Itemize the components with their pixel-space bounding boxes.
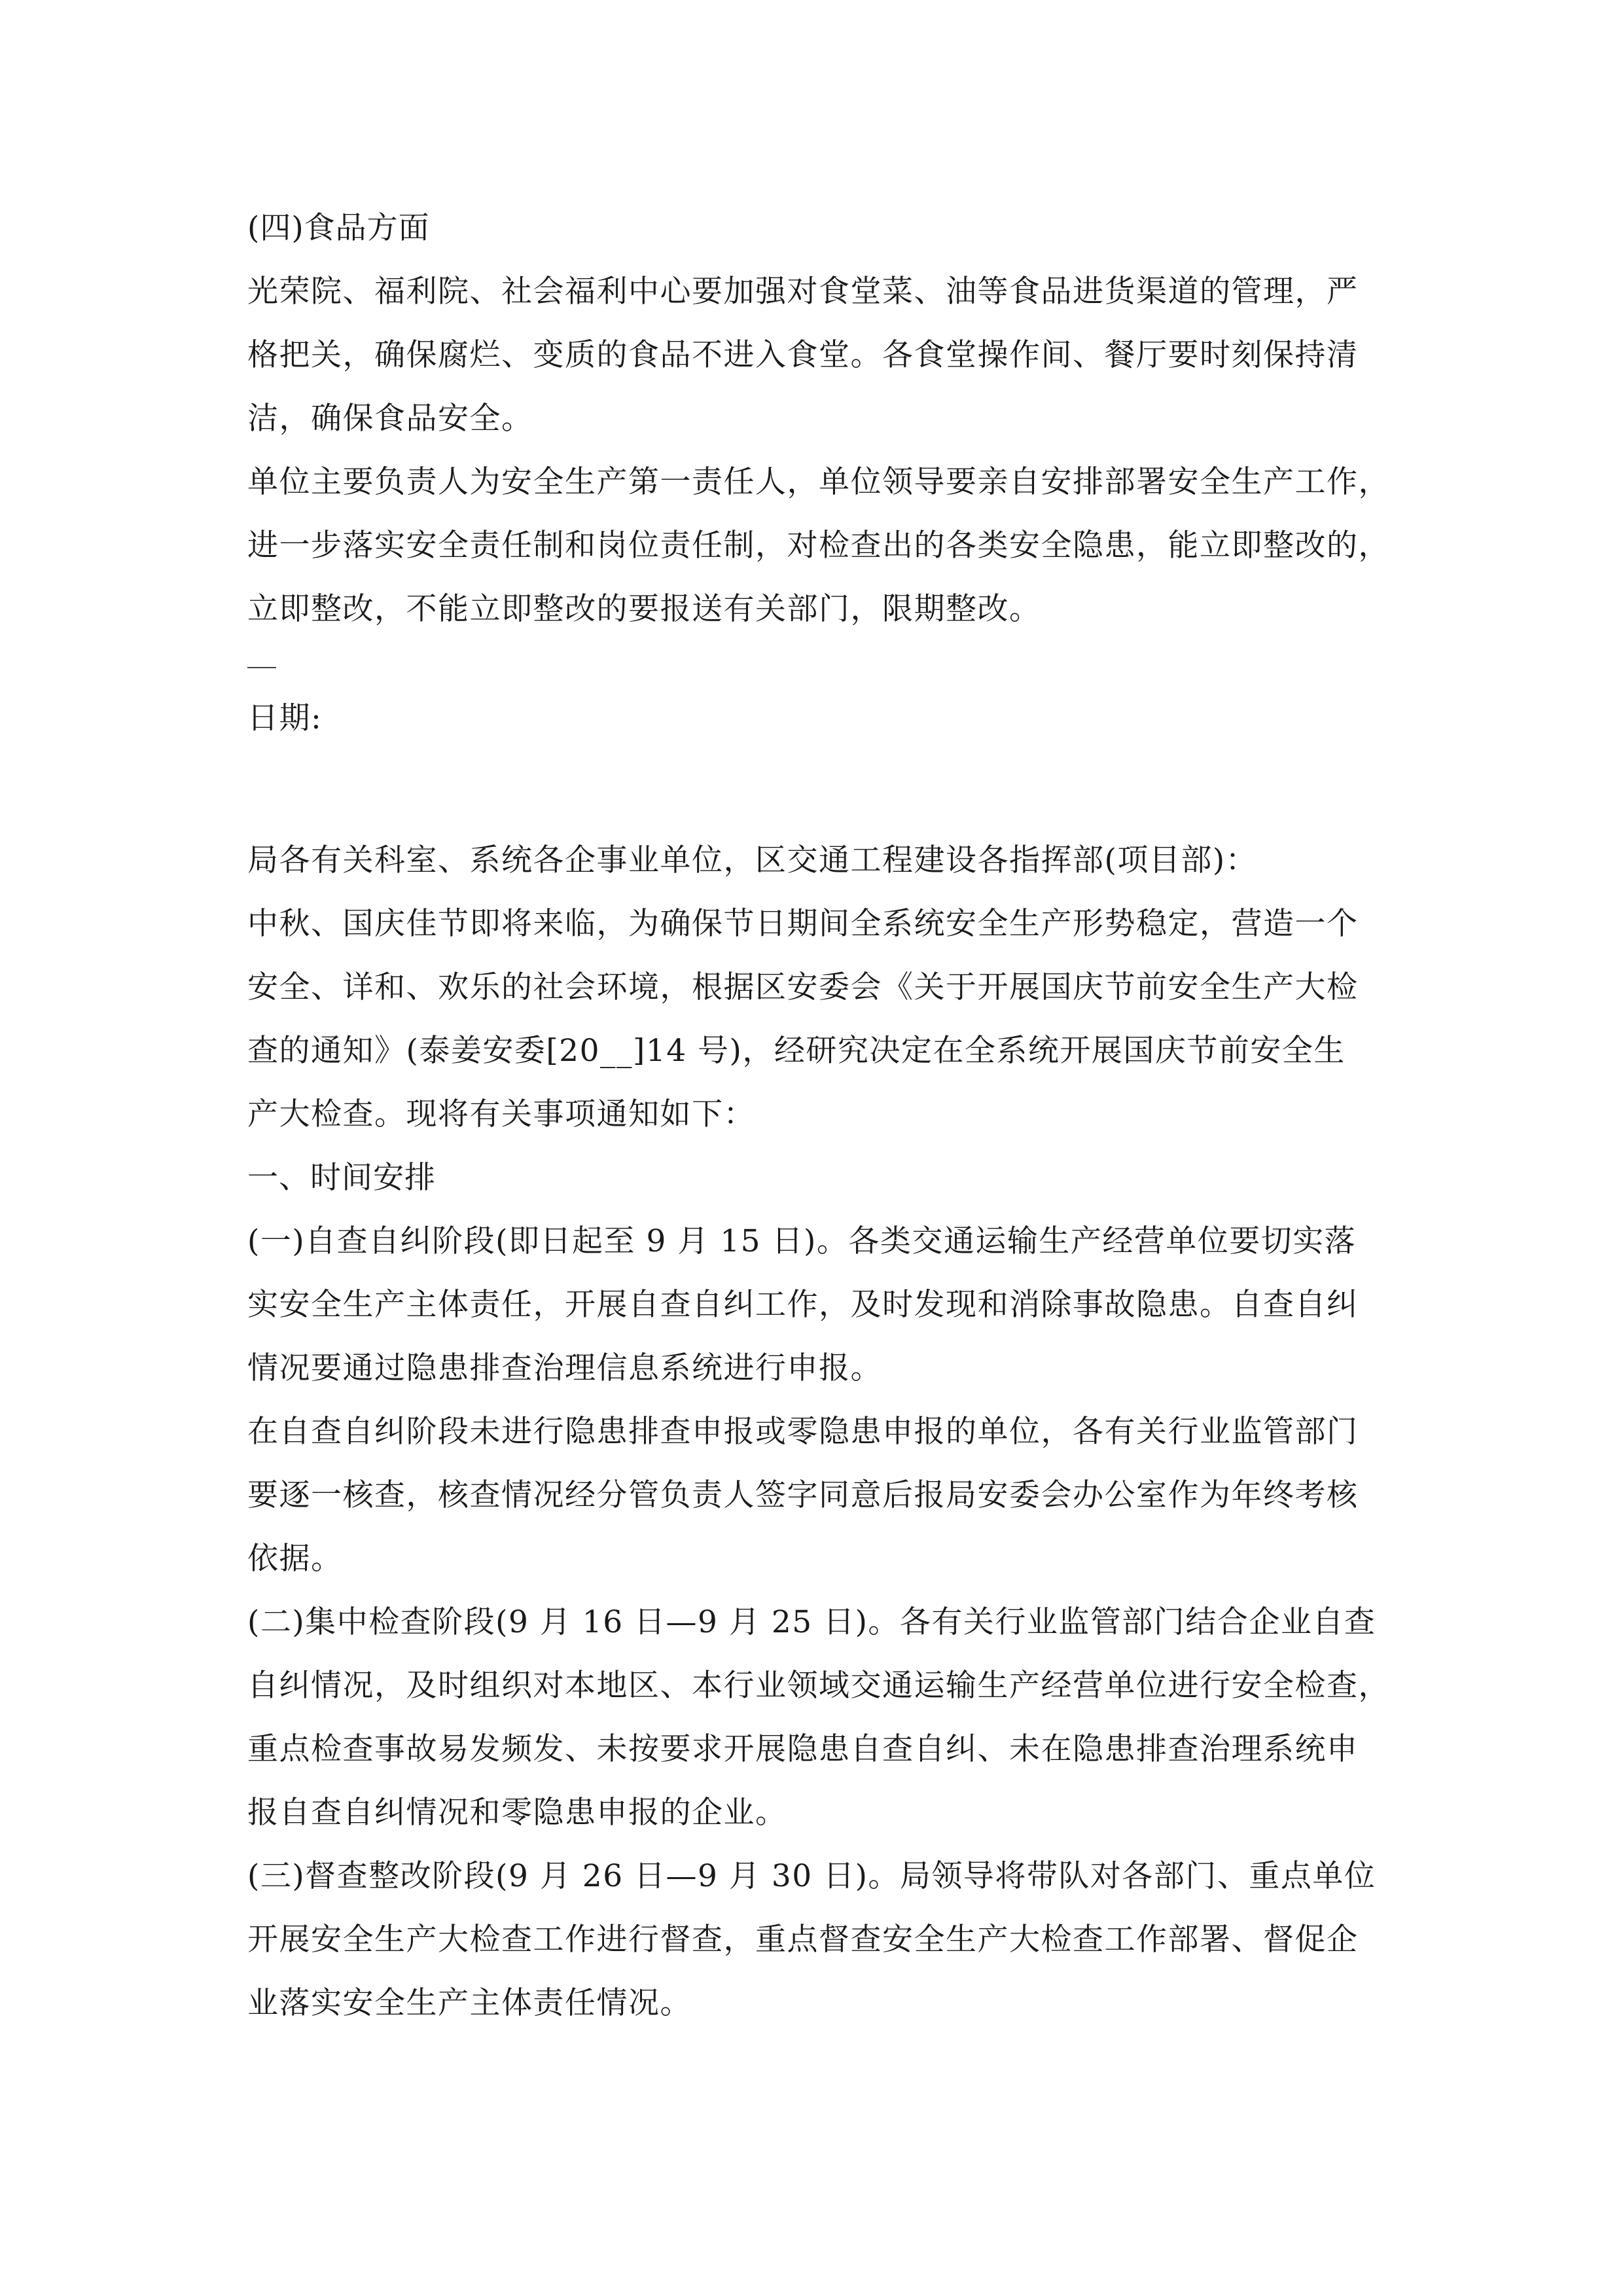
paragraph-line: 在自查自纠阶段未进行隐患排查申报或零隐患申报的单位，各有关行业监管部门	[247, 1414, 1359, 1450]
paragraph-line: 报自查自纠情况和零隐患申报的企业。	[247, 1795, 787, 1831]
paragraph-line: 洁，确保食品安全。	[247, 401, 533, 437]
spacer	[247, 750, 1393, 829]
paragraph-line: 自纠情况，及时组织对本地区、本行业领域交通运输生产经营单位进行安全检查，	[247, 1668, 1390, 1704]
paragraph-line: 情况要通过隐患排查治理信息系统进行申报。	[247, 1350, 882, 1386]
paragraph-line: 光荣院、福利院、社会福利中心要加强对食堂菜、油等食品进货渠道的管理，严	[247, 274, 1359, 310]
paragraph-line: 格把关，确保腐烂、变质的食品不进入食堂。各食堂操作间、餐厅要时刻保持清	[247, 337, 1359, 373]
paragraph-line: 单位主要负责人为安全生产第一责任人，单位领导要亲自安排部署安全生产工作，	[247, 464, 1390, 500]
paragraph-line: 进一步落实安全责任制和岗位责任制，对检查出的各类安全隐患，能立即整改的，	[247, 528, 1390, 564]
paragraph-line: 重点检查事故易发频发、未按要求开展隐患自查自纠、未在隐患排查治理系统申	[247, 1731, 1359, 1767]
paragraph-line: 产大检查。现将有关事项通知如下：	[247, 1096, 755, 1132]
paragraph-line: 要逐一核查，核查情况经分管负责人签字同意后报局安委会办公室作为年终考核	[247, 1477, 1359, 1513]
section-heading-schedule: 一、时间安排	[247, 1160, 436, 1196]
paragraph-line: 依据。	[247, 1541, 343, 1577]
paragraph-line: (二)集中检查阶段(9 月 16 日—9 月 25 日)。各有关行业监管部门结合企业自查	[247, 1604, 1376, 1640]
paragraph-line: (一)自查自纠阶段(即日起至 9 月 15 日)。各类交通运输生产经营单位要切实落	[247, 1223, 1357, 1259]
paragraph-line: 立即整改，不能立即整改的要报送有关部门，限期整改。	[247, 591, 1041, 627]
paragraph-line: 业落实安全生产主体责任情况。	[247, 1985, 692, 2021]
paragraph-line: 中秋、国庆佳节即将来临，为确保节日期间全系统安全生产形势稳定，营造一个	[247, 906, 1359, 942]
paragraph-line: 安全、详和、欢乐的社会环境，根据区安委会《关于开展国庆节前安全生产大检	[247, 969, 1359, 1005]
separator-rule	[247, 667, 276, 668]
paragraph-line: 查的通知》(泰姜安委[20__]14 号)，经研究决定在全系统开展国庆节前安全生	[247, 1033, 1346, 1069]
separator	[247, 641, 1393, 687]
paragraph-line: (三)督查整改阶段(9 月 26 日—9 月 30 日)。局领导将带队对各部门、重点单位	[247, 1858, 1376, 1894]
notice-salutation: 局各有关科室、系统各企事业单位，区交通工程建设各指挥部(项目部)：	[247, 842, 1258, 878]
paragraph-line: 实安全生产主体责任，开展自查自纠工作，及时发现和消除事故隐患。自查自纠	[247, 1287, 1359, 1323]
section-heading-food: (四)食品方面	[247, 210, 430, 246]
paragraph-line: 开展安全生产大检查工作进行督查，重点督查安全生产大检查工作部署、督促企	[247, 1922, 1359, 1958]
date-label: 日期:	[247, 700, 323, 736]
document-page	[247, 196, 1393, 2035]
